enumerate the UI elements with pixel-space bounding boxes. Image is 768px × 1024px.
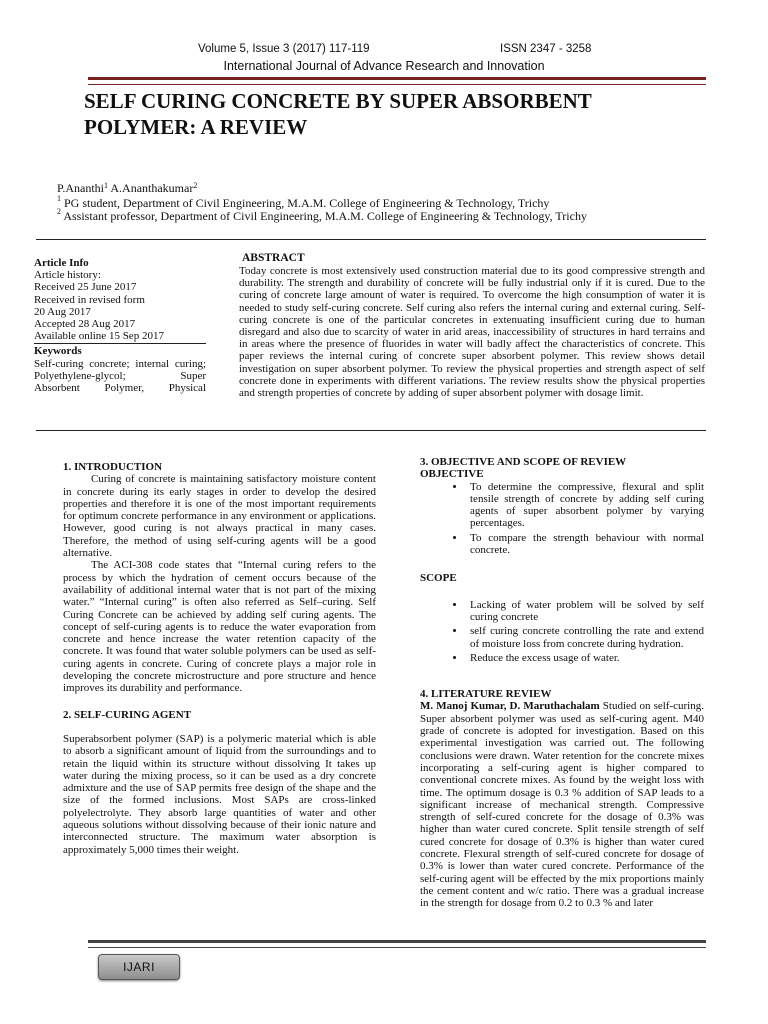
keywords-heading: Keywords: [34, 345, 82, 358]
literature-heading: 4. LITERATURE REVIEW: [420, 688, 552, 701]
objective-subheading: OBJECTIVE: [420, 468, 484, 481]
aff2-text: Assistant professor, Department of Civil Engineering, M.A.M. College of Engineering & Technology, Trichy: [63, 209, 587, 223]
author-list: [57, 181, 197, 195]
agent-paragraph: Superabsorbent polymer (SAP) is a polymeric material which is able to absorb a significant amount of liquid from the surroundings and to retain the liquid within its structure without dissolving It takes up water during the mixing process, so it can be used as a dry concrete admixture and the use of SAP permits free design of the shape and the size of the formed inclusions. Most SAPs are cross-linked polyelectrolyte. They absorb large quantities of water and other aqueous solutions without dissolving because of their ionic nature and interconnected structure. The maximum water absorption is approximately 5,000 times their weight.: [63, 732, 376, 856]
article-info-heading: Article Info: [34, 257, 89, 269]
divider-top: [36, 239, 706, 240]
title-line-1: SELF CURING CONCRETE BY SUPER ABSORBENT: [84, 89, 592, 113]
received-date: Received 25 June 2017: [34, 281, 137, 294]
aff2-sup: 2: [57, 207, 61, 216]
objective-heading: 3. OBJECTIVE AND SCOPE OF REVIEW: [420, 456, 627, 468]
literature-paragraph: [420, 700, 704, 909]
scope-list: [420, 599, 704, 664]
article-history-label: Article history:: [34, 269, 101, 282]
left-column: [63, 461, 376, 856]
keywords-line-1: Self-curing concrete; internal curing;: [34, 357, 206, 370]
divider-bottom: [36, 430, 706, 431]
article-info: [34, 257, 206, 394]
agent-heading: 2. SELF-CURING AGENT: [63, 708, 192, 721]
author-1-sup: 1: [104, 181, 109, 190]
abstract-heading: ABSTRACT: [242, 252, 305, 264]
affiliation-2: [57, 209, 587, 224]
keywords-line-2: Polyethylene-glycol; Super: [34, 369, 206, 382]
ijari-badge: IJARI: [98, 954, 180, 980]
objective-list: [420, 481, 704, 557]
author-1: P.Ananthi: [57, 181, 105, 195]
journal-volume: Volume 5, Issue 3 (2017) 117-119: [198, 43, 370, 55]
journal-name: International Journal of Advance Research and Innovation: [223, 59, 545, 73]
author-2: A.Ananthakumar: [110, 181, 194, 195]
scope-item: • Lacking of water problem will be solved by self curing concrete: [466, 599, 704, 624]
header-rule: [88, 77, 706, 85]
intro-paragraph-2: The ACI-308 code states that “Internal curing refers to the process by which the hydration of cement occurs because of the availability of additional internal water that is not part of the mixing water.” “Internal curing” is often also referred as Self–curing. Self Curing Concrete can be achieved by adding self curing agents. The concept of self-curing agents is to reduce the water evaporation from concrete and hence increase the water retention capacity of the concrete. It was found that water soluble polymers can be used as self-curing agents in concrete. Curing of concrete plays a major role in developing the concrete microstructure and pore structure and hence improves its durability and performance.: [63, 559, 376, 695]
accepted-date: Accepted 28 Aug 2017: [34, 318, 136, 331]
objective-item: • To determine the compressive, flexural and split tensile strength of concrete by adding self curing agents of super absorbent polymer by varying percentages.: [466, 481, 704, 530]
paper-title: [84, 88, 704, 140]
scope-item: • self curing concrete controlling the rate and extend of moisture loss from concrete during hydration.: [466, 625, 704, 650]
aff1-sup: 1: [57, 194, 61, 203]
online-date: Available online 15 Sep 2017: [34, 330, 164, 343]
info-divider: [34, 343, 206, 344]
intro-heading: 1. INTRODUCTION: [63, 461, 163, 473]
abstract-text: Today concrete is most extensively used construction material due to its good compressive strength and durability. The strength and durability of concrete will be fully industrial only if it is cured. Due to the curing of concrete large amount of water is required. To overcome the high consumption of water it is needed to study self-curing concrete. Self curing also refers the internal curing and external curing. Self-curing concrete is one of the particular concretes in extenuating insufficient curing due to human disregard and also due to scarcity of water in arid areas, inaccessibility of structures in hard terrains and in areas where the presence of fluorides in water will badly affect the characteristics of concrete. This paper reviews the internal curing of concrete super absorbent polymer. This review shows detail investigation on super absorbent polymer. To review the physical properties and strength aspect of self concrete done in experiments with different variations. The review results show the physical properties and strength properties of concrete by adding of super absorbent polymer with dosage limit.: [239, 265, 705, 400]
intro-paragraph-1: Curing of concrete is maintaining satisfactory moisture content in concrete during its early stages in order to develop the desired properties and therefore it is one of the most important requirements for optimum concrete performance in any environment or applications. However, good curing is not always practical in many cases. Therefore, the method of using self-curing agents will be a good alternative.: [63, 473, 376, 560]
keywords-line-3: Absorbent Polymer, Physical: [34, 382, 206, 395]
revised-date: 20 Aug 2017: [34, 305, 91, 318]
literature-text: Studied on self-curing. Super absorbent polymer was used as self-curing agent. M40 grade of concrete is adopted for investigation. Based on this experimental investigation was carried out. The following conclusions were drawn. Water retention for the concrete mixes incorporating a self-curing agent is higher compared to conventional concrete mixes. As found by the weight loss with time. The optimum dosage is 0.3 % addition of SAP leads to a significant increase of mechanical strength. Compressive strength of self-cured concrete for the dosage of 0.3% was higher than water cured concrete. Split tensile strength of self cured concrete for dosage of 0.3% is higher than water cured concrete. Flexural strength of self-cured concrete for dosage of 0.3% is lower than water cured concrete. Performance of the self-curing agent will be effected by the mix proportions mainly the cement content and w/c ratio. There was a gradual increase in the strength for dosage from 0.2 to 0.3 % and later: [420, 700, 704, 910]
keywords-text: [34, 358, 206, 395]
aff1-text: PG student, Department of Civil Engineering, M.A.M. College of Engineering & Technology, Trichy: [64, 196, 550, 210]
right-column: [420, 456, 704, 910]
scope-item: • Reduce the excess usage of water.: [466, 652, 704, 664]
objective-item: • To compare the strength behaviour with normal concrete.: [466, 532, 704, 557]
title-line-2: POLYMER: A REVIEW: [84, 115, 308, 139]
author-2-sup: 2: [193, 181, 198, 190]
literature-authors: M. Manoj Kumar, D. Maruthachalam: [420, 700, 600, 713]
footer-rule: [88, 940, 706, 948]
journal-issn: ISSN 2347 - 3258: [500, 43, 592, 55]
scope-heading: SCOPE: [420, 572, 457, 585]
revised-label: Received in revised form: [34, 293, 145, 306]
